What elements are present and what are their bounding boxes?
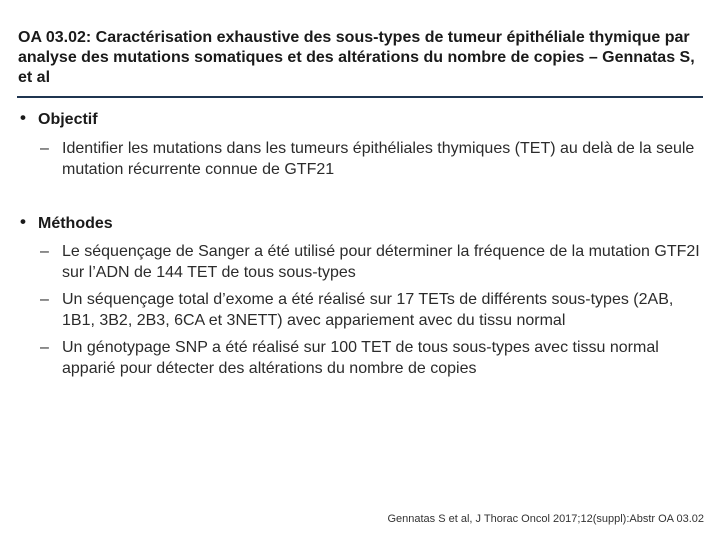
list-item-text: Identifier les mutations dans les tumeurs épithéliales thymiques (TET) au delà de la seule mutation récurrente connue de GTF21 xyxy=(62,140,695,178)
dash-icon: – xyxy=(40,291,49,308)
dash-icon: – xyxy=(40,339,49,356)
bullet-icon: • xyxy=(20,108,26,127)
list-item xyxy=(20,289,700,331)
list-item-text: Un génotypage SNP a été réalisé sur 100 TET de tous sous-types avec tissu normal apparié pour détecter des altérations du nombre de copies xyxy=(62,339,659,377)
dash-icon: – xyxy=(40,140,49,157)
citation-footer: Gennatas S et al, J Thorac Oncol 2017;12(suppl):Abstr OA 03.02 xyxy=(387,513,704,525)
list-item xyxy=(20,138,700,180)
section-heading-label: Méthodes xyxy=(38,215,113,232)
section-objectif xyxy=(20,110,700,180)
slide-title: OA 03.02: Caractérisation exhaustive des sous-types de tumeur épithéliale thymique par analyse des mutations somatiques et des altérations du nombre de copies – Gennatas S, et al xyxy=(18,29,695,86)
dash-icon: – xyxy=(40,243,49,260)
section-heading-label: Objectif xyxy=(38,111,98,128)
list-item xyxy=(20,337,700,379)
section-heading xyxy=(20,214,700,234)
list-item-text: Un séquençage total d’exome a été réalisé sur 17 TETs de différents sous-types (2AB, 1B1, 3B2, 2B3, 6CA et 3NETT) avec appariement avec du tissu normal xyxy=(62,291,674,329)
section-heading xyxy=(20,110,700,130)
title-divider xyxy=(17,96,703,98)
list-item-text: Le séquençage de Sanger a été utilisé pour déterminer la fréquence de la mutation GTF2I sur l’ADN de 144 TET de tous sous-types xyxy=(62,243,700,281)
list-item xyxy=(20,241,700,283)
section-methodes xyxy=(20,214,700,379)
bullet-icon: • xyxy=(20,212,26,231)
